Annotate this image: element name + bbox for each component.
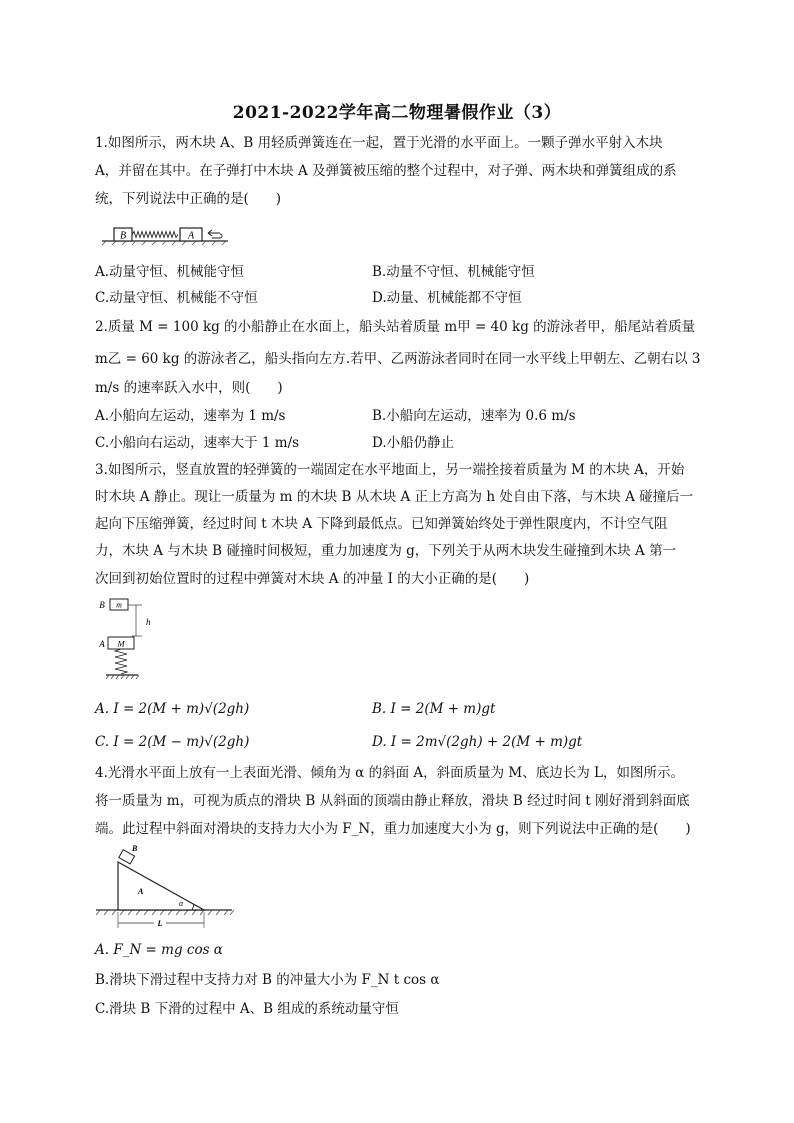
- q4-length-l-label: L: [157, 919, 163, 928]
- q1-stem-line-2: A，并留在其中。在子弹打中木块 A 及弹簧被压缩的整个过程中，对子弹、两木块和弹簧组成的系: [95, 163, 677, 179]
- q3-option-a: A. I = 2(M + m)√(2gh): [95, 701, 250, 717]
- q4-incline-a: [118, 862, 204, 910]
- q4-slider-b-label: B: [132, 844, 138, 853]
- q3-option-b: B. I = 2(M + m)gt: [372, 701, 496, 717]
- q2-stem-line-2: m乙 = 60 kg 的游泳者乙，船头指向左方.若甲、乙两游泳者同时在同一水平线上甲朝左、乙朝右以 3: [95, 351, 701, 367]
- q4-angle-alpha-label: α: [179, 899, 184, 908]
- q4-option-b: B.滑块下滑过程中支持力对 B 的冲量大小为 F_N t cos α: [95, 972, 440, 988]
- q1-spring-blocks-figure: [100, 222, 240, 246]
- q1-stem-line-1: 1.如图所示，两木块 A、B 用轻质弹簧连在一起，置于光滑的水平面上。一颗子弹水平射入木块: [95, 135, 663, 151]
- q3-mass-m-label: m: [116, 600, 122, 610]
- q4-stem-line-1: 4.光滑水平面上放有一上表面光滑、倾角为 α 的斜面 A，斜面质量为 M、底边长为 L，如图所示。: [95, 765, 684, 781]
- q1-option-b: B.动量不守恒、机械能守恒: [372, 264, 535, 280]
- page-title: 2021-2022学年高二物理暑假作业（3）: [232, 103, 562, 123]
- q3-height-h-label: h: [146, 617, 151, 627]
- q3-mass-M-label: M: [117, 638, 125, 649]
- q2-option-b: B.小船向左运动，速率为 0.6 m/s: [372, 408, 576, 424]
- q3-stem-line-2: 时木块 A 静止。现让一质量为 m 的木块 B 从木块 A 正上方高为 h 处自由下落，与木块 A 碰撞后一: [95, 489, 694, 505]
- q1-option-d: D.动量、机械能都不守恒: [372, 290, 522, 306]
- q3-block-a-label: A: [99, 639, 105, 649]
- q4-incline-a-label: A: [138, 887, 144, 896]
- q3-stem-line-1: 3.如图所示，竖直放置的轻弹簧的一端固定在水平地面上，另一端拴接着质量为 M 的木块 A，开始: [95, 462, 685, 478]
- q3-option-d: D. I = 2m√(2gh) + 2(M + m)gt: [372, 734, 583, 750]
- q2-stem-line-1: 2.质量 M = 100 kg 的小船静止在水面上，船头站着质量 m甲 = 40 kg 的游泳者甲，船尾站着质量: [95, 319, 696, 335]
- q4-option-a: A. F_N = mg cos α: [95, 942, 223, 958]
- q1-spring: [132, 232, 178, 238]
- q1-stem-line-3: 统，下列说法中正确的是( ): [95, 191, 282, 207]
- q3-stem-line-5: 次回到初始位置时的过程中弹簧对木块 A 的冲量 I 的大小正确的是( ): [95, 571, 530, 587]
- q4-stem-line-2: 将一质量为 m，可视为质点的滑块 B 从斜面的顶端由静止释放，滑块 B 经过时间 t 刚好滑到斜面底: [95, 793, 690, 809]
- q2-option-d: D.小船仍静止: [372, 435, 455, 451]
- q2-option-c: C.小船向右运动，速率大于 1 m/s: [95, 435, 300, 451]
- q3-spring-blocks-figure: [96, 594, 166, 686]
- q1-option-a: A.动量守恒、机械能守恒: [95, 264, 245, 280]
- q3-block-b-label: B: [99, 600, 105, 610]
- q4-stem-line-3: 端。此过程中斜面对滑块的支持力大小为 F_N，重力加速度大小为 g，则下列说法中正确的是( ): [95, 821, 691, 837]
- q3-stem-line-4: 力，木块 A 与木块 B 碰撞时间极短，重力加速度为 g，下列关于从两木块发生碰撞到木块 A 第一: [95, 543, 677, 559]
- q1-block-b-label: B: [119, 230, 127, 242]
- q3-spring: [115, 649, 127, 674]
- q3-option-c: C. I = 2(M − m)√(2gh): [95, 734, 250, 750]
- q2-stem-line-3: m/s 的速率跃入水中，则( ): [95, 380, 283, 396]
- q1-block-a-label: A: [187, 230, 195, 242]
- q3-stem-line-3: 起向下压缩弹簧，经过时间 t 木块 A 下降到最低点。已知弹簧始终处于弹性限度内，不计空气阻: [95, 516, 668, 532]
- q1-option-c: C.动量守恒、机械能不守恒: [95, 290, 258, 306]
- q2-option-a: A.小船向左运动，速率为 1 m/s: [95, 408, 286, 424]
- q4-incline-figure: [94, 842, 234, 934]
- q4-option-c: C.滑块 B 下滑的过程中 A、B 组成的系统动量守恒: [95, 1001, 399, 1017]
- q1-bullet-arrow: [208, 230, 222, 238]
